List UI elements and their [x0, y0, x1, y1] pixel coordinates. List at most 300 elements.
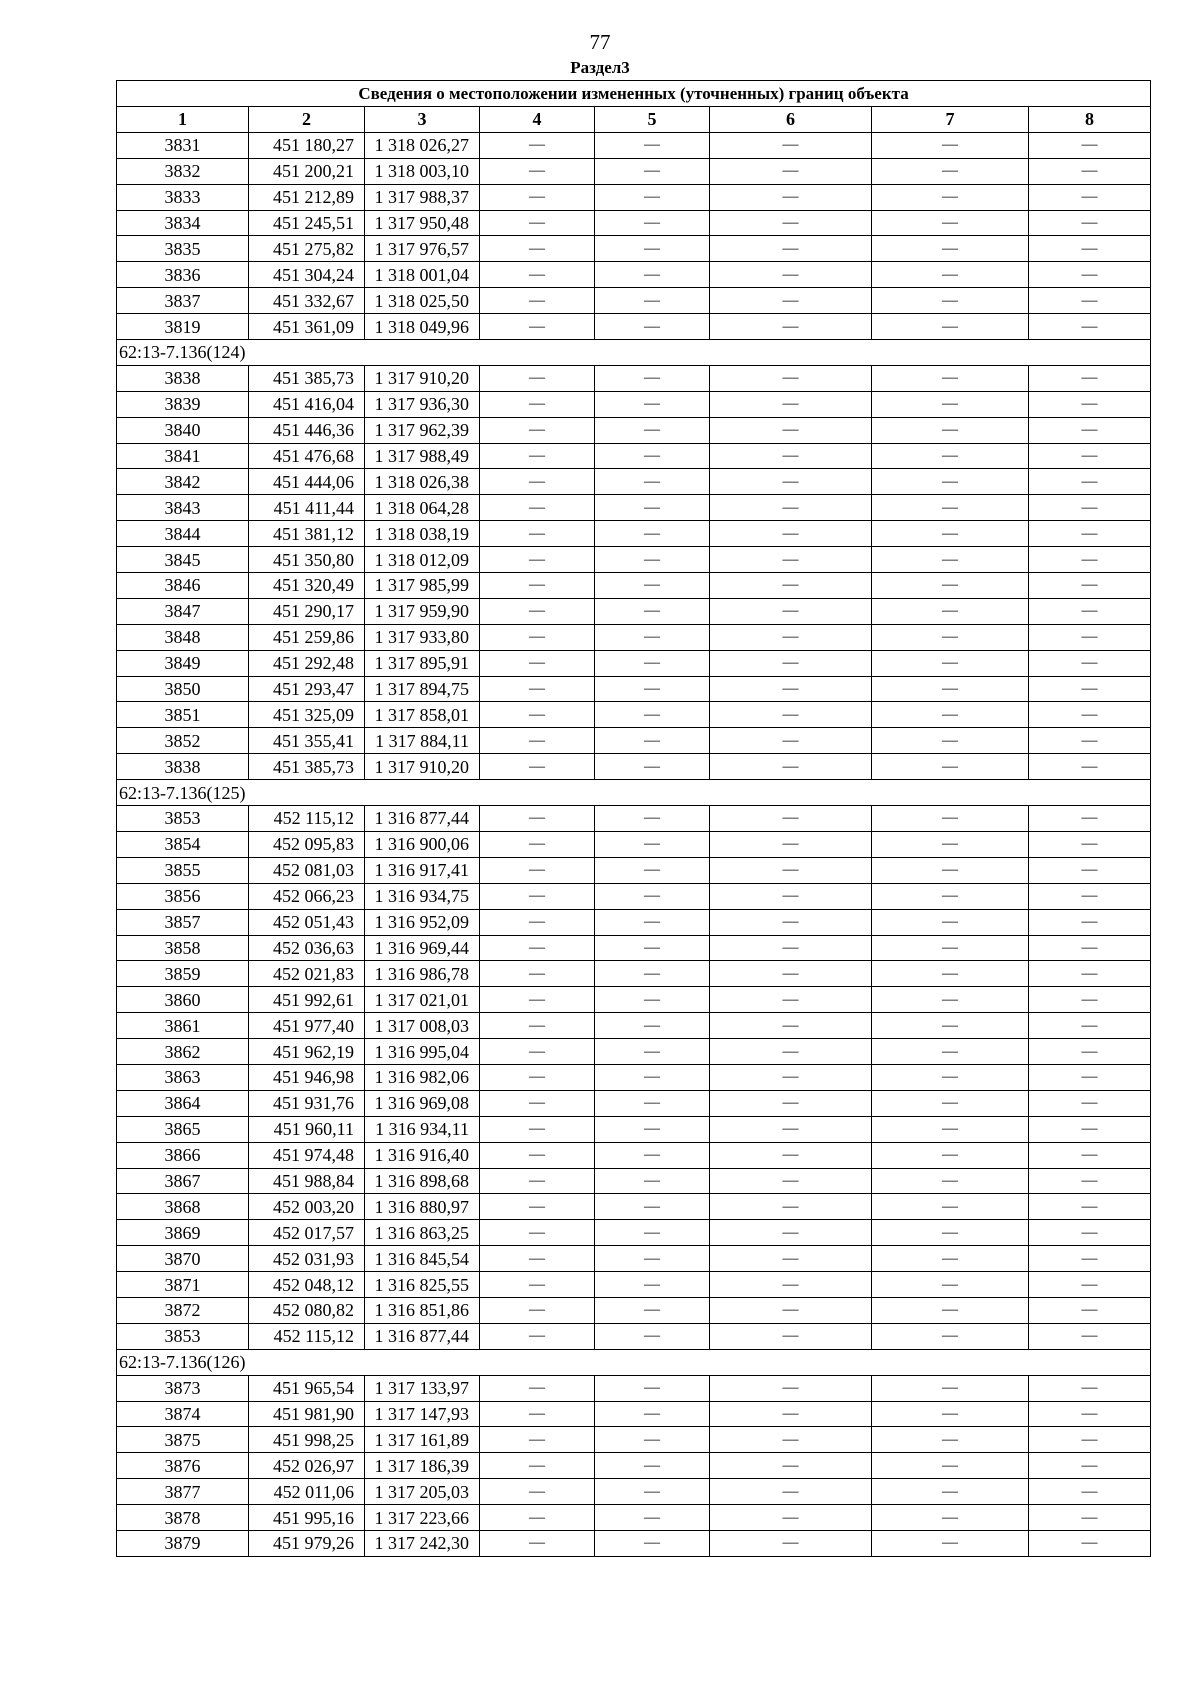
x-coordinate-cell: 452 095,83 [249, 831, 365, 857]
empty-value-dash: — [480, 1220, 595, 1246]
point-number-cell: 3872 [117, 1297, 249, 1323]
empty-value-dash: — [710, 1401, 872, 1427]
empty-value-dash: — [1029, 132, 1151, 158]
x-coordinate-cell: 451 381,12 [249, 521, 365, 547]
empty-value-dash: — [1029, 1116, 1151, 1142]
empty-value-dash: — [710, 1505, 872, 1531]
empty-value-dash: — [480, 1039, 595, 1065]
x-coordinate-cell: 451 988,84 [249, 1168, 365, 1194]
empty-value-dash: — [595, 1090, 710, 1116]
y-coordinate-cell: 1 318 012,09 [365, 547, 480, 573]
empty-value-dash: — [710, 1090, 872, 1116]
x-coordinate-cell: 451 385,73 [249, 754, 365, 780]
empty-value-dash: — [595, 443, 710, 469]
empty-value-dash: — [480, 1427, 595, 1453]
table-row [117, 1375, 1151, 1401]
empty-value-dash: — [1029, 702, 1151, 728]
empty-value-dash: — [872, 495, 1029, 521]
empty-value-dash: — [1029, 909, 1151, 935]
empty-value-dash: — [480, 1246, 595, 1272]
empty-value-dash: — [1029, 831, 1151, 857]
y-coordinate-cell: 1 317 242,30 [365, 1530, 480, 1556]
empty-value-dash: — [1029, 391, 1151, 417]
empty-value-dash: — [1029, 288, 1151, 314]
empty-value-dash: — [480, 1453, 595, 1479]
empty-value-dash: — [480, 314, 595, 340]
empty-value-dash: — [1029, 1090, 1151, 1116]
table-row [117, 857, 1151, 883]
empty-value-dash: — [1029, 624, 1151, 650]
empty-value-dash: — [1029, 1039, 1151, 1065]
empty-value-dash: — [872, 1479, 1029, 1505]
empty-value-dash: — [1029, 236, 1151, 262]
y-coordinate-cell: 1 316 969,08 [365, 1090, 480, 1116]
empty-value-dash: — [595, 1427, 710, 1453]
empty-value-dash: — [595, 1323, 710, 1349]
empty-value-dash: — [710, 1039, 872, 1065]
empty-value-dash: — [710, 650, 872, 676]
empty-value-dash: — [710, 961, 872, 987]
point-number-cell: 3831 [117, 132, 249, 158]
x-coordinate-cell: 451 290,17 [249, 598, 365, 624]
empty-value-dash: — [710, 1194, 872, 1220]
point-number-cell: 3856 [117, 883, 249, 909]
empty-value-dash: — [710, 1375, 872, 1401]
point-number-cell: 3834 [117, 210, 249, 236]
y-coordinate-cell: 1 317 205,03 [365, 1479, 480, 1505]
empty-value-dash: — [480, 935, 595, 961]
y-coordinate-cell: 1 316 995,04 [365, 1039, 480, 1065]
empty-value-dash: — [872, 1427, 1029, 1453]
empty-value-dash: — [872, 1220, 1029, 1246]
table-row [117, 883, 1151, 909]
empty-value-dash: — [710, 547, 872, 573]
y-coordinate-cell: 1 316 877,44 [365, 806, 480, 832]
empty-value-dash: — [480, 417, 595, 443]
empty-value-dash: — [595, 754, 710, 780]
x-coordinate-cell: 451 292,48 [249, 650, 365, 676]
empty-value-dash: — [710, 184, 872, 210]
empty-value-dash: — [710, 1246, 872, 1272]
x-coordinate-cell: 451 320,49 [249, 573, 365, 599]
empty-value-dash: — [480, 262, 595, 288]
empty-value-dash: — [1029, 1013, 1151, 1039]
empty-value-dash: — [872, 158, 1029, 184]
table-row [117, 314, 1151, 340]
empty-value-dash: — [480, 1194, 595, 1220]
point-number-cell: 3844 [117, 521, 249, 547]
empty-value-dash: — [872, 1090, 1029, 1116]
point-number-cell: 3870 [117, 1246, 249, 1272]
empty-value-dash: — [595, 1116, 710, 1142]
table-row [117, 417, 1151, 443]
y-coordinate-cell: 1 318 001,04 [365, 262, 480, 288]
x-coordinate-cell: 452 048,12 [249, 1272, 365, 1298]
table-row [117, 1194, 1151, 1220]
column-number: 5 [595, 107, 710, 133]
table-row [117, 158, 1151, 184]
point-number-cell: 3859 [117, 961, 249, 987]
table-row [117, 469, 1151, 495]
empty-value-dash: — [1029, 1168, 1151, 1194]
point-number-cell: 3838 [117, 365, 249, 391]
empty-value-dash: — [1029, 1142, 1151, 1168]
empty-value-dash: — [872, 469, 1029, 495]
empty-value-dash: — [595, 1168, 710, 1194]
empty-value-dash: — [480, 469, 595, 495]
empty-value-dash: — [595, 495, 710, 521]
empty-value-dash: — [595, 469, 710, 495]
table-row [117, 236, 1151, 262]
table-row [117, 391, 1151, 417]
point-number-cell: 3874 [117, 1401, 249, 1427]
x-coordinate-cell: 451 200,21 [249, 158, 365, 184]
x-coordinate-cell: 451 361,09 [249, 314, 365, 340]
table-row [117, 831, 1151, 857]
empty-value-dash: — [872, 314, 1029, 340]
empty-value-dash: — [710, 624, 872, 650]
empty-value-dash: — [595, 132, 710, 158]
x-coordinate-cell: 451 476,68 [249, 443, 365, 469]
x-coordinate-cell: 451 446,36 [249, 417, 365, 443]
parcel-group-label: 62:13-7.136(125) [117, 780, 1151, 806]
empty-value-dash: — [710, 1220, 872, 1246]
x-coordinate-cell: 451 998,25 [249, 1427, 365, 1453]
x-coordinate-cell: 451 275,82 [249, 236, 365, 262]
empty-value-dash: — [872, 831, 1029, 857]
empty-value-dash: — [710, 1297, 872, 1323]
table-row [117, 495, 1151, 521]
empty-value-dash: — [1029, 184, 1151, 210]
table-row [117, 598, 1151, 624]
empty-value-dash: — [595, 1142, 710, 1168]
empty-value-dash: — [480, 754, 595, 780]
point-number-cell: 3851 [117, 702, 249, 728]
point-number-cell: 3866 [117, 1142, 249, 1168]
empty-value-dash: — [480, 1530, 595, 1556]
page-number: 77 [589, 30, 611, 54]
table-title-row [117, 81, 1151, 107]
empty-value-dash: — [710, 987, 872, 1013]
point-number-cell: 3854 [117, 831, 249, 857]
x-coordinate-cell: 452 080,82 [249, 1297, 365, 1323]
empty-value-dash: — [480, 676, 595, 702]
empty-value-dash: — [872, 624, 1029, 650]
table-row [117, 288, 1151, 314]
empty-value-dash: — [480, 806, 595, 832]
column-number: 1 [117, 107, 249, 133]
empty-value-dash: — [710, 210, 872, 236]
empty-value-dash: — [595, 961, 710, 987]
table-row [117, 1220, 1151, 1246]
x-coordinate-cell: 451 962,19 [249, 1039, 365, 1065]
empty-value-dash: — [872, 210, 1029, 236]
x-coordinate-cell: 452 036,63 [249, 935, 365, 961]
table-row [117, 210, 1151, 236]
y-coordinate-cell: 1 316 986,78 [365, 961, 480, 987]
empty-value-dash: — [480, 961, 595, 987]
coordinates-table [116, 80, 1151, 1557]
table-row [117, 1142, 1151, 1168]
empty-value-dash: — [480, 288, 595, 314]
empty-value-dash: — [480, 184, 595, 210]
table-row [117, 1479, 1151, 1505]
table-row [117, 909, 1151, 935]
empty-value-dash: — [872, 365, 1029, 391]
point-number-cell: 3864 [117, 1090, 249, 1116]
point-number-cell: 3853 [117, 1323, 249, 1349]
point-number-cell: 3840 [117, 417, 249, 443]
empty-value-dash: — [710, 728, 872, 754]
empty-value-dash: — [595, 987, 710, 1013]
empty-value-dash: — [595, 598, 710, 624]
y-coordinate-cell: 1 317 950,48 [365, 210, 480, 236]
empty-value-dash: — [480, 365, 595, 391]
empty-value-dash: — [710, 598, 872, 624]
x-coordinate-cell: 451 979,26 [249, 1530, 365, 1556]
empty-value-dash: — [480, 831, 595, 857]
empty-value-dash: — [710, 857, 872, 883]
empty-value-dash: — [480, 521, 595, 547]
column-number: 7 [872, 107, 1029, 133]
empty-value-dash: — [872, 1453, 1029, 1479]
empty-value-dash: — [595, 1505, 710, 1531]
empty-value-dash: — [710, 1168, 872, 1194]
empty-value-dash: — [710, 158, 872, 184]
empty-value-dash: — [595, 1479, 710, 1505]
empty-value-dash: — [1029, 547, 1151, 573]
y-coordinate-cell: 1 317 223,66 [365, 1505, 480, 1531]
x-coordinate-cell: 451 325,09 [249, 702, 365, 728]
point-number-cell: 3863 [117, 1064, 249, 1090]
table-row [117, 935, 1151, 961]
empty-value-dash: — [872, 1323, 1029, 1349]
point-number-cell: 3873 [117, 1375, 249, 1401]
y-coordinate-cell: 1 318 064,28 [365, 495, 480, 521]
table-row [117, 1246, 1151, 1272]
empty-value-dash: — [595, 1375, 710, 1401]
empty-value-dash: — [480, 1116, 595, 1142]
y-coordinate-cell: 1 317 962,39 [365, 417, 480, 443]
empty-value-dash: — [872, 573, 1029, 599]
table-row [117, 676, 1151, 702]
empty-value-dash: — [710, 909, 872, 935]
empty-value-dash: — [710, 676, 872, 702]
y-coordinate-cell: 1 316 934,11 [365, 1116, 480, 1142]
table-row [117, 132, 1151, 158]
empty-value-dash: — [595, 1246, 710, 1272]
column-number: 3 [365, 107, 480, 133]
empty-value-dash: — [480, 1323, 595, 1349]
x-coordinate-cell: 451 946,98 [249, 1064, 365, 1090]
empty-value-dash: — [1029, 495, 1151, 521]
empty-value-dash: — [872, 1116, 1029, 1142]
empty-value-dash: — [710, 1142, 872, 1168]
point-number-cell: 3865 [117, 1116, 249, 1142]
empty-value-dash: — [872, 417, 1029, 443]
empty-value-dash: — [872, 1013, 1029, 1039]
empty-value-dash: — [595, 158, 710, 184]
point-number-cell: 3838 [117, 754, 249, 780]
y-coordinate-cell: 1 316 880,97 [365, 1194, 480, 1220]
empty-value-dash: — [1029, 521, 1151, 547]
x-coordinate-cell: 451 212,89 [249, 184, 365, 210]
x-coordinate-cell: 451 293,47 [249, 676, 365, 702]
empty-value-dash: — [710, 754, 872, 780]
x-coordinate-cell: 452 011,06 [249, 1479, 365, 1505]
empty-value-dash: — [595, 236, 710, 262]
table-row [117, 1427, 1151, 1453]
empty-value-dash: — [595, 210, 710, 236]
table-row [117, 573, 1151, 599]
y-coordinate-cell: 1 316 825,55 [365, 1272, 480, 1298]
empty-value-dash: — [595, 702, 710, 728]
empty-value-dash: — [1029, 443, 1151, 469]
empty-value-dash: — [1029, 1375, 1151, 1401]
x-coordinate-cell: 452 051,43 [249, 909, 365, 935]
empty-value-dash: — [1029, 417, 1151, 443]
empty-value-dash: — [1029, 1246, 1151, 1272]
empty-value-dash: — [480, 158, 595, 184]
table-row [117, 1168, 1151, 1194]
point-number-cell: 3860 [117, 987, 249, 1013]
empty-value-dash: — [480, 857, 595, 883]
empty-value-dash: — [710, 469, 872, 495]
empty-value-dash: — [872, 702, 1029, 728]
x-coordinate-cell: 451 304,24 [249, 262, 365, 288]
empty-value-dash: — [1029, 650, 1151, 676]
empty-value-dash: — [480, 650, 595, 676]
empty-value-dash: — [595, 521, 710, 547]
empty-value-dash: — [872, 132, 1029, 158]
x-coordinate-cell: 451 965,54 [249, 1375, 365, 1401]
table-row [117, 1453, 1151, 1479]
empty-value-dash: — [1029, 469, 1151, 495]
y-coordinate-cell: 1 317 959,90 [365, 598, 480, 624]
table-row [117, 961, 1151, 987]
column-number: 2 [249, 107, 365, 133]
empty-value-dash: — [710, 935, 872, 961]
empty-value-dash: — [710, 702, 872, 728]
point-number-cell: 3836 [117, 262, 249, 288]
empty-value-dash: — [480, 728, 595, 754]
empty-value-dash: — [872, 961, 1029, 987]
empty-value-dash: — [595, 573, 710, 599]
empty-value-dash: — [480, 1375, 595, 1401]
empty-value-dash: — [480, 391, 595, 417]
empty-value-dash: — [595, 547, 710, 573]
empty-value-dash: — [595, 831, 710, 857]
empty-value-dash: — [710, 573, 872, 599]
empty-value-dash: — [1029, 857, 1151, 883]
empty-value-dash: — [872, 1142, 1029, 1168]
y-coordinate-cell: 1 317 147,93 [365, 1401, 480, 1427]
y-coordinate-cell: 1 317 988,37 [365, 184, 480, 210]
table-row [117, 1297, 1151, 1323]
empty-value-dash: — [872, 1297, 1029, 1323]
y-coordinate-cell: 1 317 895,91 [365, 650, 480, 676]
empty-value-dash: — [872, 1246, 1029, 1272]
empty-value-dash: — [480, 132, 595, 158]
table-title: Сведения о местоположении измененных (уточненных) границ объекта [117, 81, 1151, 107]
empty-value-dash: — [872, 391, 1029, 417]
empty-value-dash: — [595, 365, 710, 391]
empty-value-dash: — [595, 1453, 710, 1479]
y-coordinate-cell: 1 316 845,54 [365, 1246, 480, 1272]
x-coordinate-cell: 452 026,97 [249, 1453, 365, 1479]
point-number-cell: 3819 [117, 314, 249, 340]
empty-value-dash: — [595, 1530, 710, 1556]
parcel-group-label: 62:13-7.136(126) [117, 1349, 1151, 1375]
empty-value-dash: — [480, 1168, 595, 1194]
y-coordinate-cell: 1 317 894,75 [365, 676, 480, 702]
y-coordinate-cell: 1 316 863,25 [365, 1220, 480, 1246]
y-coordinate-cell: 1 318 049,96 [365, 314, 480, 340]
empty-value-dash: — [595, 417, 710, 443]
empty-value-dash: — [710, 806, 872, 832]
empty-value-dash: — [480, 1297, 595, 1323]
empty-value-dash: — [595, 391, 710, 417]
y-coordinate-cell: 1 317 884,11 [365, 728, 480, 754]
empty-value-dash: — [710, 443, 872, 469]
empty-value-dash: — [1029, 573, 1151, 599]
empty-value-dash: — [595, 1297, 710, 1323]
empty-value-dash: — [872, 1039, 1029, 1065]
empty-value-dash: — [872, 598, 1029, 624]
point-number-cell: 3857 [117, 909, 249, 935]
table-row [117, 547, 1151, 573]
table-row [117, 1505, 1151, 1531]
empty-value-dash: — [595, 728, 710, 754]
x-coordinate-cell: 451 931,76 [249, 1090, 365, 1116]
empty-value-dash: — [710, 236, 872, 262]
empty-value-dash: — [872, 1375, 1029, 1401]
empty-value-dash: — [872, 236, 1029, 262]
empty-value-dash: — [1029, 1220, 1151, 1246]
empty-value-dash: — [710, 521, 872, 547]
point-number-cell: 3841 [117, 443, 249, 469]
empty-value-dash: — [710, 1272, 872, 1298]
empty-value-dash: — [1029, 210, 1151, 236]
empty-value-dash: — [595, 624, 710, 650]
empty-value-dash: — [480, 598, 595, 624]
empty-value-dash: — [872, 443, 1029, 469]
empty-value-dash: — [595, 1401, 710, 1427]
y-coordinate-cell: 1 316 934,75 [365, 883, 480, 909]
empty-value-dash: — [1029, 935, 1151, 961]
point-number-cell: 3835 [117, 236, 249, 262]
point-number-cell: 3852 [117, 728, 249, 754]
column-number: 6 [710, 107, 872, 133]
empty-value-dash: — [872, 262, 1029, 288]
x-coordinate-cell: 452 017,57 [249, 1220, 365, 1246]
point-number-cell: 3837 [117, 288, 249, 314]
empty-value-dash: — [1029, 961, 1151, 987]
y-coordinate-cell: 1 317 936,30 [365, 391, 480, 417]
empty-value-dash: — [595, 314, 710, 340]
y-coordinate-cell: 1 316 917,41 [365, 857, 480, 883]
table-row [117, 650, 1151, 676]
empty-value-dash: — [1029, 987, 1151, 1013]
empty-value-dash: — [480, 1272, 595, 1298]
empty-value-dash: — [1029, 1194, 1151, 1220]
table-row [117, 1401, 1151, 1427]
x-coordinate-cell: 451 960,11 [249, 1116, 365, 1142]
y-coordinate-cell: 1 318 025,50 [365, 288, 480, 314]
empty-value-dash: — [480, 1090, 595, 1116]
empty-value-dash: — [595, 1013, 710, 1039]
point-number-cell: 3839 [117, 391, 249, 417]
